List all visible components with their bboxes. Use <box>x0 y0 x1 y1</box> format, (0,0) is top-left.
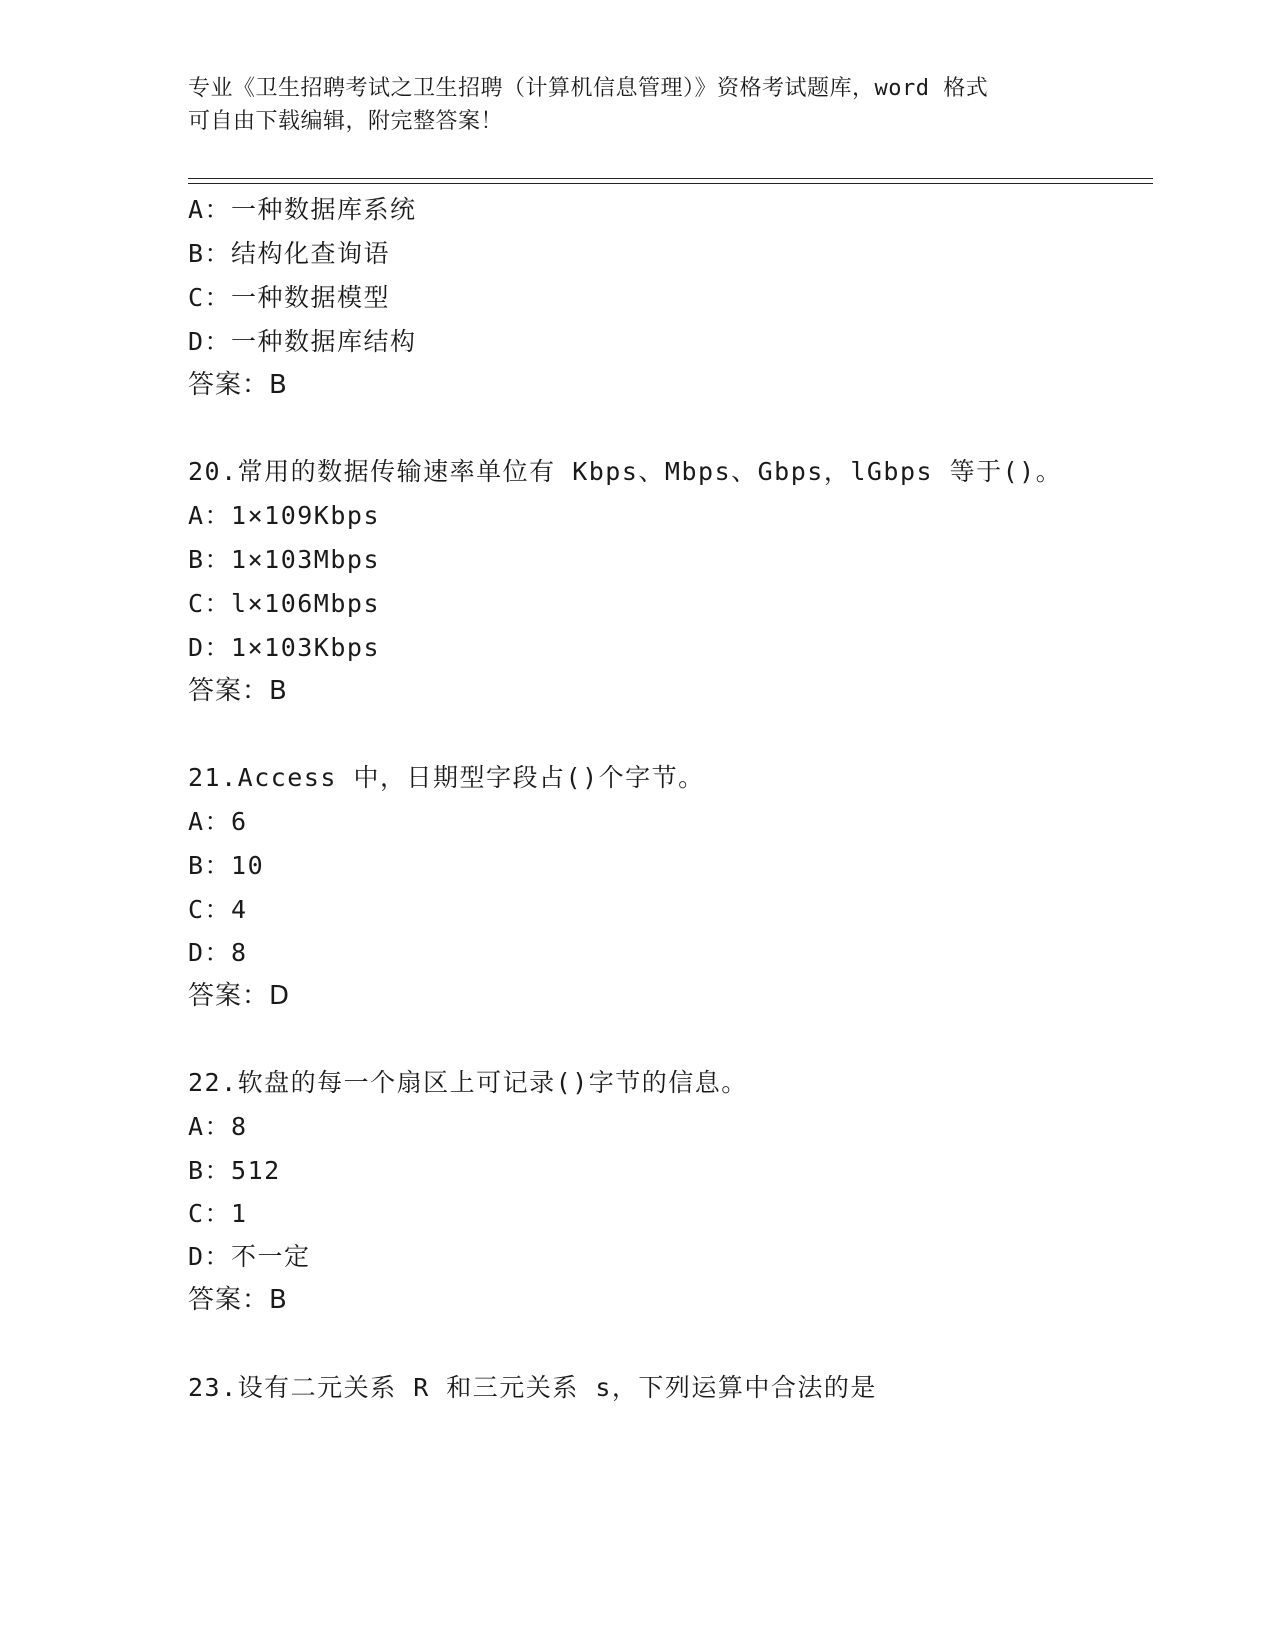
q21-option-a: A：6 <box>188 807 248 836</box>
header-line-2: 可自由下载编辑，附完整答案！ <box>188 109 504 134</box>
q20-option-c: C：l×106Mbps <box>188 589 381 618</box>
header-divider-bottom <box>188 183 1153 184</box>
q19-option-d: D：一种数据库结构 <box>188 327 417 356</box>
q19-answer: 答案：B <box>188 370 288 400</box>
q20-option-b: B：1×103Mbps <box>188 545 381 574</box>
header-line-1: 专业《卫生招聘考试之卫生招聘（计算机信息管理）》资格考试题库，word 格式 <box>188 76 989 101</box>
q19-option-c: C：一种数据模型 <box>188 283 391 312</box>
q22-option-c: C：1 <box>188 1199 248 1228</box>
q19-option-b: B：结构化查询语 <box>188 239 391 268</box>
q21-question: 21.Access 中，日期型字段占()个字节。 <box>188 763 705 792</box>
q21-answer: 答案：D <box>188 981 291 1011</box>
document-header <box>188 72 1088 138</box>
header-divider-top <box>188 178 1153 179</box>
q20-option-d: D：1×103Kbps <box>188 633 381 662</box>
q20-option-a: A：1×109Kbps <box>188 501 381 530</box>
q22-option-b: B：512 <box>188 1156 281 1185</box>
q22-option-a: A：8 <box>188 1112 248 1141</box>
q20-question: 20.常用的数据传输速率单位有 Kbps、Mbps、Gbps，lGbps 等于()。 <box>188 457 1063 486</box>
q21-option-d: D：8 <box>188 938 248 967</box>
q22-question: 22.软盘的每一个扇区上可记录()字节的信息。 <box>188 1068 748 1097</box>
q23-question: 23.设有二元关系 R 和三元关系 s，下列运算中合法的是 <box>188 1373 877 1402</box>
q20-answer: 答案：B <box>188 676 288 706</box>
q22-option-d: D：不一定 <box>188 1242 311 1271</box>
q22-answer: 答案：B <box>188 1285 288 1315</box>
q21-option-c: C：4 <box>188 895 248 924</box>
q21-option-b: B：10 <box>188 851 265 880</box>
q19-option-a: A：一种数据库系统 <box>188 195 417 224</box>
